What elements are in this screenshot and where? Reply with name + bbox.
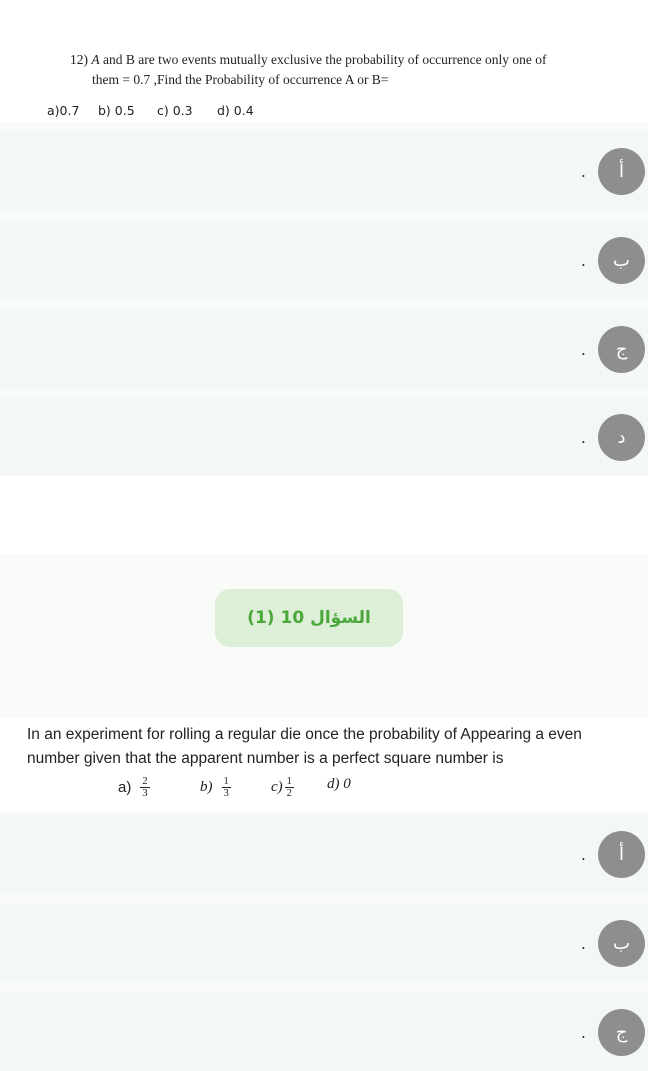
option-label: a) (118, 779, 132, 796)
event-a-symbol: A (91, 52, 100, 67)
fraction (222, 776, 231, 799)
fraction-denominator: 2 (286, 788, 292, 799)
option-b: b) 0.5 (98, 103, 135, 118)
question-12-number: 12) (70, 52, 92, 67)
question-12-line2: them = 0.7 ,Find the Probability of occurrence A or B= (92, 72, 389, 87)
fraction-numerator: 1 (223, 776, 229, 787)
fraction-numerator: 1 (286, 776, 292, 787)
answer-choice-alef[interactable] (0, 815, 648, 893)
choice-text: . (580, 162, 586, 181)
fraction-numerator: 2 (142, 776, 148, 787)
option-label: b) (200, 779, 213, 795)
choice-letter-badge: ج (598, 1009, 645, 1056)
option-d: d) 0.4 (217, 103, 254, 118)
choice-letter-badge: ج (598, 326, 645, 373)
choice-text: . (580, 934, 586, 953)
choice-letter-badge: أ (598, 831, 645, 878)
question-10-text: In an experiment for rolling a regular die once the probability of Appearing a even number given that the apparent number is a perfect square number is (27, 726, 582, 767)
choice-text: . (580, 845, 586, 864)
question-12-line1: and B are two events mutually exclusive the probability of occurrence only one of (99, 52, 547, 67)
choice-text: . (580, 251, 586, 270)
fraction (140, 776, 149, 799)
fraction (285, 776, 294, 799)
top-spacer (0, 0, 648, 42)
option-c (271, 776, 294, 799)
option-b (200, 776, 231, 799)
choice-text: . (580, 1023, 586, 1042)
option-c: c) 0.3 (157, 103, 193, 118)
option-a (118, 776, 150, 799)
fraction-denominator: 3 (223, 788, 229, 799)
choice-letter-badge: أ (598, 148, 645, 195)
choice-letter-badge: ب (598, 920, 645, 967)
choice-text: . (580, 340, 586, 359)
option-d (327, 776, 351, 793)
choice-letter-badge: ب (598, 237, 645, 284)
option-label: d) 0 (327, 776, 351, 792)
choice-letter-badge: د (598, 414, 645, 461)
answer-choice-ba[interactable] (0, 221, 648, 299)
fraction-denominator: 3 (142, 788, 148, 799)
choice-text: . (580, 428, 586, 447)
option-a: a)0.7 (47, 103, 80, 118)
answer-choice-ba[interactable] (0, 904, 648, 982)
section-divider (0, 476, 648, 554)
answer-choice-jim[interactable] (0, 310, 648, 388)
question-12-text (70, 50, 630, 90)
answer-choice-jim[interactable] (0, 993, 648, 1071)
answer-choice-dal[interactable] (0, 398, 648, 476)
option-label: c) (271, 779, 283, 795)
question-10-options (0, 776, 648, 804)
answer-choice-alef[interactable] (0, 132, 648, 210)
question-number-badge: السؤال 10 (1) (215, 589, 403, 647)
